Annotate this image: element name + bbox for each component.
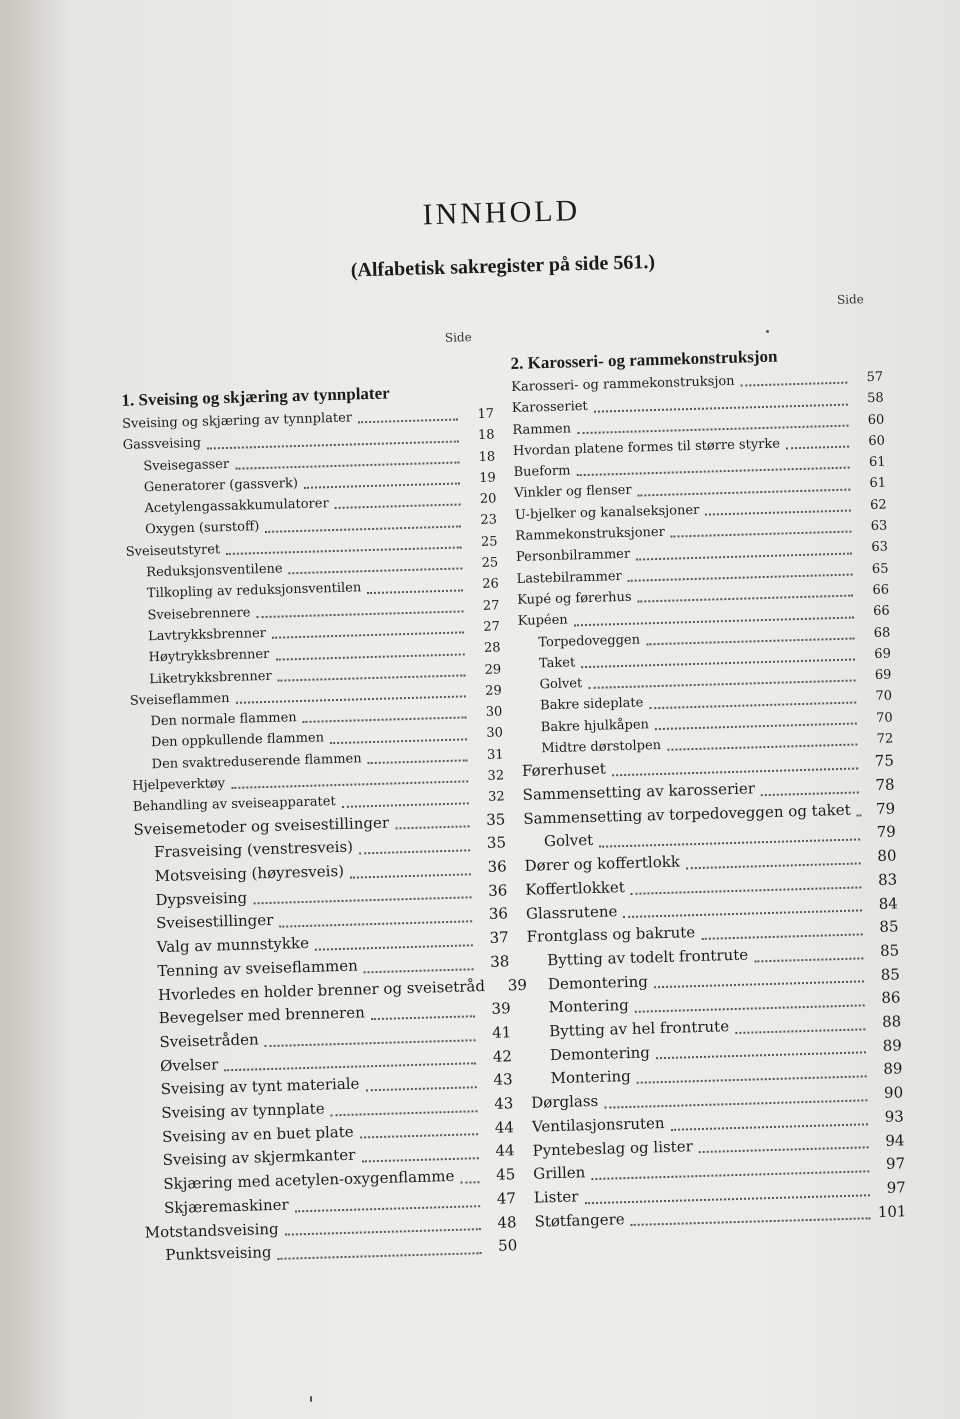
toc-entry-label: Motsveising (høyresveis) [154, 861, 345, 886]
toc-entry-page: 17 [477, 406, 495, 422]
toc-entry-label: Personbilrammer [515, 547, 631, 566]
toc-entry-label: Grillen [533, 1163, 586, 1183]
toc-entry-label: Bakre sideplate [539, 695, 644, 714]
toc-entry-label: Den svaktreduserende flammen [151, 751, 362, 772]
toc-entry-page: 61 [869, 476, 887, 492]
toc-entry-page: 30 [486, 725, 504, 742]
dot-leader [303, 717, 467, 724]
toc-entry-label: Sammensetting av karosserier [522, 779, 756, 804]
dot-leader [395, 826, 469, 830]
toc-entry-label: Oxygen (surstoff) [144, 519, 260, 538]
toc-entry-page: 27 [483, 619, 501, 635]
dot-leader [631, 1218, 871, 1227]
toc-entry-label: Høytrykksbrenner [148, 647, 270, 666]
toc-entry-label: Sveising av tynnplate [161, 1099, 325, 1123]
toc-entry-label: Skjæring med acetylen-oxygenflamme [163, 1167, 455, 1194]
dot-leader [646, 637, 854, 645]
toc-entry-page: 80 [877, 846, 897, 866]
dot-leader [366, 1086, 477, 1091]
toc-entry-page: 66 [872, 603, 890, 620]
toc-entry-page: 79 [875, 799, 896, 818]
toc-entry-label: Tilkopling av reduksjonsventilen [146, 580, 362, 602]
toc-entry-label: Pyntebeslag og lister [532, 1136, 693, 1160]
toc-entry-page: 93 [884, 1107, 905, 1126]
toc-entry-page: 85 [879, 917, 899, 937]
toc-entry-label: Reduksjonsventilene [146, 561, 283, 581]
toc-entry-label: Taket [538, 655, 576, 672]
dot-leader [359, 849, 470, 854]
toc-entry-label: Hvorledes en holder brenner og sveisetråd [157, 976, 486, 1004]
toc-entry-page: 90 [883, 1083, 904, 1103]
dot-leader [361, 1157, 478, 1162]
toc-entry-page: 39 [491, 999, 511, 1019]
dot-leader [364, 968, 474, 973]
toc-entry-label: Sveisetråden [159, 1030, 259, 1052]
toc-entry-page: 62 [869, 497, 887, 513]
toc-entry-page: 69 [874, 646, 892, 662]
dot-leader [705, 510, 851, 516]
toc-entry-label: Bueform [513, 463, 571, 481]
toc-entry-label: Øvelser [159, 1055, 219, 1075]
dot-leader [671, 1123, 868, 1131]
toc-entry-page: 30 [485, 704, 503, 720]
dot-leader [342, 802, 469, 808]
dot-leader [671, 531, 852, 538]
toc-entry-page: 65 [871, 561, 889, 577]
dot-leader [350, 873, 471, 878]
toc-entry-page: 35 [486, 833, 507, 853]
toc-entry-page: 63 [871, 539, 889, 556]
toc-entry-page: 36 [487, 881, 508, 900]
dot-leader [330, 738, 467, 744]
section-heading-1: 1. Sveising og skjæring av tynnplater [121, 383, 390, 410]
toc-entry-page: 75 [874, 751, 895, 771]
dot-leader [686, 862, 861, 869]
dot-leader [289, 568, 463, 575]
toc-entry-label: Støtfangere [534, 1209, 625, 1231]
toc-entry-label: Den normale flammen [150, 710, 297, 730]
toc-entry-label: Vinkler og flenser [514, 483, 632, 502]
toc-entry-label: Torpedoveggen [538, 632, 641, 650]
dot-leader [654, 981, 864, 989]
dot-leader [667, 744, 857, 751]
toc-entry-label: Lister [533, 1187, 579, 1207]
toc-entry-label: Kupéen [517, 612, 568, 630]
toc-entry-label: Dypsveising [155, 888, 248, 909]
toc-entry-page: 61 [868, 454, 886, 471]
toc-entry-label: Rammekonstruksjoner [515, 524, 666, 545]
dot-leader [638, 488, 851, 496]
toc-entry-label: Golvet [543, 831, 594, 851]
toc-entry-label: Skjæremaskiner [163, 1195, 289, 1217]
toc-entry-page: 72 [876, 731, 894, 747]
toc-entry-page: 19 [479, 470, 497, 486]
toc-entry-page: 18 [478, 449, 496, 465]
toc-entry-page: 42 [492, 1046, 513, 1066]
dot-leader [636, 552, 852, 560]
toc-entry-label: Montering [550, 1067, 632, 1088]
toc-entry-page: 44 [494, 1118, 515, 1137]
section-heading-2: 2. Karosseri- og rammekonstruksjon [510, 346, 778, 374]
toc-entry-label: Sveisestillinger [155, 911, 274, 933]
toc-entry-page: 78 [875, 775, 895, 795]
dot-leader [331, 1110, 478, 1116]
toc-entry-label: Motstandsveising [144, 1219, 279, 1242]
toc-entry-page: 25 [480, 534, 498, 550]
dot-leader [315, 944, 473, 950]
toc-entry-label: Sveisegasser [143, 456, 230, 474]
toc-entry-label: Behandling av sveiseapparatet [132, 794, 336, 816]
dot-leader [754, 957, 863, 962]
toc-entry-label: Lavtrykksbrenner [147, 625, 267, 645]
toc-entry-page: 35 [485, 809, 506, 829]
toc-entry-page: 31 [486, 747, 504, 763]
toc-entry-label: Sveising og skjæring av tynnplater [121, 410, 353, 432]
dot-leader [257, 610, 464, 618]
toc-entry-label: Dørglass [531, 1092, 599, 1112]
toc-entry-page: 32 [487, 768, 505, 784]
page-subtitle: (Alfabetisk sakregister på side 561.) [350, 250, 656, 282]
toc-entry-label: Gassveising [122, 435, 202, 454]
dot-leader [265, 1039, 476, 1047]
toc-entry-page: 68 [873, 625, 891, 641]
toc-entry-page: 97 [885, 1154, 906, 1174]
toc-entry-page: 38 [489, 952, 510, 971]
dot-leader [253, 897, 471, 905]
toc-entry-page: 60 [868, 433, 886, 449]
toc-entry-page: 47 [496, 1189, 517, 1208]
toc-entry-label: Førerhuset [521, 759, 606, 781]
toc-entry-page: 44 [495, 1141, 515, 1161]
toc-entry-label: Koffertlokket [525, 877, 626, 899]
page-title: INNHOLD [422, 194, 581, 232]
toc-entry-page: 88 [881, 1012, 902, 1031]
toc-entry-page: 66 [872, 582, 890, 598]
toc-entry-page: 29 [484, 661, 502, 678]
dot-leader [461, 1181, 480, 1184]
toc-entry-label: Punktsveising [165, 1243, 272, 1265]
toc-entry-label: Demontering [547, 972, 649, 993]
toc-entry-page: 79 [876, 822, 897, 842]
toc-entry-page: 63 [870, 518, 888, 535]
toc-entry-page: 28 [483, 640, 501, 657]
toc-entry-label: Valg av munnstykke [156, 934, 310, 957]
toc-entry-page: 36 [487, 857, 507, 876]
toc-entry-label: Montering [548, 996, 630, 1017]
toc-entry-label: Frasveising (venstresveis) [153, 837, 354, 862]
toc-entry-label: U-bjelker og kanalseksjoner [514, 502, 700, 523]
dot-leader [735, 1028, 865, 1034]
toc-entry-label: Sveising av en buet plate [161, 1122, 354, 1146]
toc-entry-page: 50 [497, 1236, 518, 1255]
toc-entry-page: 27 [482, 598, 500, 614]
toc-entry-page: 23 [480, 512, 498, 529]
toc-entry-label: Hvordan platene formes til større styrke [512, 436, 781, 459]
toc-entry-page: 101 [877, 1201, 907, 1221]
toc-entry-page: 89 [883, 1059, 903, 1079]
toc-entry-label: Sveising av skjermkanter [162, 1146, 356, 1170]
dot-leader [368, 759, 468, 764]
toc-entry-label: Glassrutene [525, 901, 618, 923]
toc-entry-label: Sammensetting av torpedoveggen og taket [523, 800, 851, 828]
toc-entry-label: Sveisebrennere [147, 605, 251, 623]
toc-entry-label: Sveiseflammen [129, 690, 230, 709]
dot-leader [285, 1228, 481, 1235]
toc-entry-label: Liketrykksbrenner [149, 668, 272, 687]
toc-entry-label: Karosseriet [511, 399, 588, 417]
toc-entry-label: Bytting av hel frontrute [549, 1017, 730, 1041]
toc-entry-page: 70 [875, 688, 893, 705]
dot-leader [371, 1015, 475, 1020]
toc-entry-label: Ventilasjonsruten [531, 1113, 665, 1136]
dot-leader [304, 483, 460, 489]
toc-entry-page: 43 [493, 1070, 513, 1090]
toc-entry-page: 84 [878, 893, 899, 913]
toc-entry-label: Tenning av sveiseflammen [157, 956, 359, 980]
toc-entry-label: Sveising av tynt materiale [160, 1074, 360, 1099]
right-side-label: Side [836, 292, 864, 307]
toc-entry-label: Karosseri- og rammekonstruksjon [511, 373, 735, 396]
toc-entry-page: 29 [485, 683, 502, 699]
toc-entry-label: Bevegelser med brenneren [158, 1003, 366, 1028]
toc-entry-page: 48 [497, 1212, 517, 1232]
dot-leader [857, 815, 860, 817]
dot-leader [272, 632, 464, 639]
toc-entry-page: 39 [507, 975, 528, 994]
toc-entry-page: 85 [880, 965, 901, 984]
left-side-label: Side [444, 330, 472, 345]
dot-leader [335, 504, 461, 510]
toc-entry-label: Rammen [512, 420, 572, 438]
dot-leader [699, 1147, 869, 1154]
dot-leader [367, 589, 463, 594]
toc-entry-page: 32 [487, 789, 505, 806]
toc-entry-page: 70 [875, 710, 893, 726]
toc-entry-label: Dører og koffertlokk [524, 852, 681, 875]
toc-entry-page: 83 [877, 870, 898, 889]
dot-leader [360, 1134, 478, 1139]
dot-leader [278, 1252, 482, 1260]
toc-entry-label: Bakre hjulkåpen [540, 717, 650, 736]
toc-entry-label: Midtre dørstolpen [541, 738, 662, 757]
toc-entry-label: Frontglass og bakrute [526, 923, 696, 947]
toc-entry-label: Golvet [539, 676, 583, 693]
toc-entry-label: Demontering [549, 1043, 651, 1064]
toc-entry-page: 25 [481, 555, 499, 571]
toc-entry-label: Acetylengassakkumulatorer [144, 496, 329, 517]
toc-entry-page: 43 [493, 1094, 514, 1113]
toc-entry-page: 57 [866, 369, 884, 386]
dot-leader [741, 382, 848, 387]
dot-leader [786, 446, 849, 450]
dot-leader [275, 653, 464, 660]
toc-entry-label: Generatorer (gassverk) [143, 475, 299, 496]
toc-column-left [121, 378, 528, 1269]
toc-entry-page: 20 [479, 491, 497, 508]
toc-entry-page: 45 [495, 1165, 516, 1184]
dot-leader [358, 419, 458, 424]
dot-leader [279, 920, 472, 927]
toc-column-right [510, 341, 907, 1234]
toc-entry-page: 89 [882, 1036, 903, 1055]
toc-entry-label: Bytting av todelt frontrute [547, 945, 749, 970]
dot-leader [655, 723, 857, 731]
toc-entry-page: 37 [489, 928, 509, 947]
dot-leader [656, 1052, 866, 1060]
toc-entry-page: 85 [879, 941, 900, 960]
toc-entry-page: 26 [482, 576, 499, 593]
dot-leader [295, 1205, 480, 1212]
toc-entry-page: 58 [866, 390, 884, 407]
toc-entry-page: 60 [867, 412, 885, 428]
toc-entry-label: Lastebilrammer [516, 568, 622, 587]
toc-entry-page: 69 [874, 667, 892, 684]
toc-entry-page: 94 [885, 1130, 905, 1150]
dot-leader [761, 791, 859, 796]
paper-speck [766, 330, 769, 333]
toc-entry-page: 18 [477, 427, 495, 444]
paper-speck [310, 1396, 312, 1402]
toc-entry-label: Kupé og førerhus [517, 589, 632, 608]
dot-leader [265, 525, 461, 532]
dot-leader [701, 933, 862, 940]
toc-entry-label: Sveiseutstyret [125, 541, 221, 560]
toc-entry-page: 86 [881, 988, 901, 1008]
toc-entry-label: Hjelpeverktøy [132, 776, 226, 794]
toc-entry-page: 36 [488, 904, 509, 924]
dot-leader [278, 674, 466, 681]
toc-entry-page: 41 [491, 1023, 512, 1042]
toc-entry-label: Sveisemetoder og sveisestillinger [133, 813, 390, 839]
dot-leader [649, 701, 856, 709]
toc-entry-label: Den oppkullende flammen [150, 730, 325, 751]
toc-entry-page: 97 [886, 1178, 907, 1197]
dot-leader [638, 595, 854, 603]
